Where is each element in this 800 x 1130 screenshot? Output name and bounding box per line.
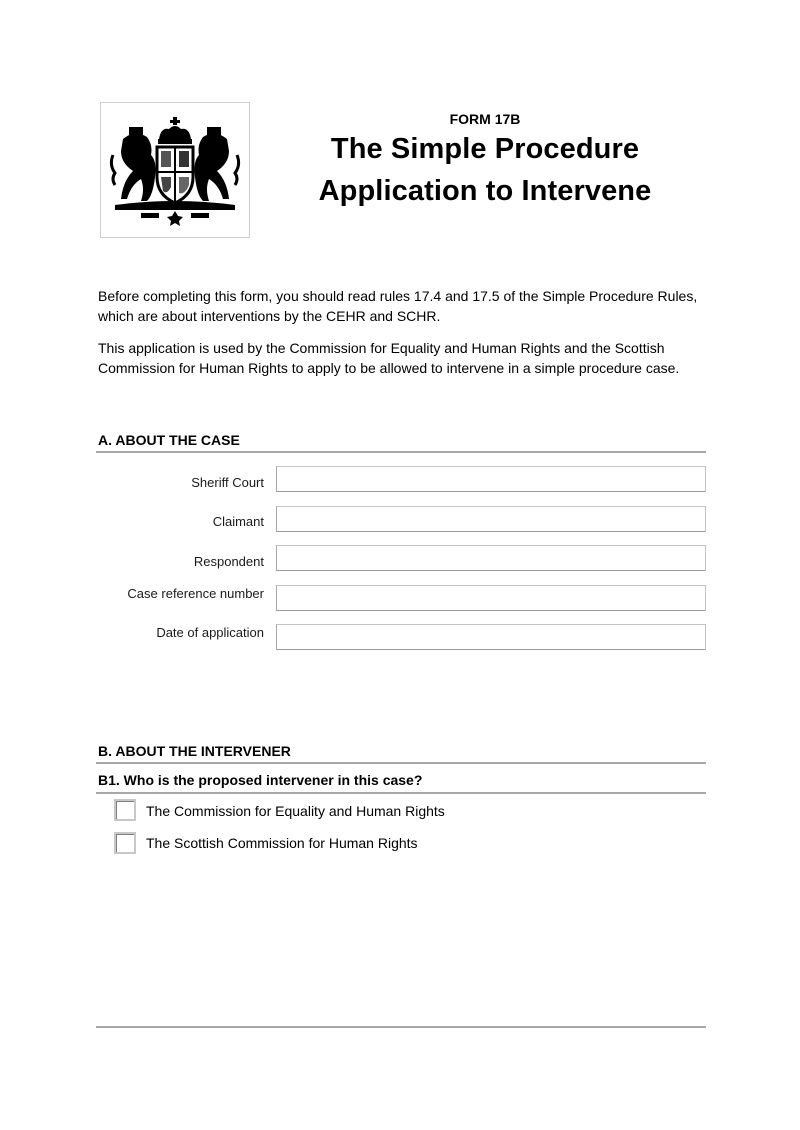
claimant-label: Claimant: [212, 514, 264, 529]
section-b-heading: B. ABOUT THE INTERVENER: [98, 743, 291, 759]
case-reference-number-label: Case reference number: [127, 586, 264, 601]
intro-paragraph-rules: Before completing this form, you should read rules 17.4 and 17.5 of the Simple Procedure Rules, which are about interventions by the CEHR and SCHR.: [98, 288, 698, 324]
section-a-divider: [96, 451, 706, 453]
claimant-input[interactable]: [276, 506, 706, 532]
sheriff-court-label: Sheriff Court: [191, 475, 264, 490]
question-b1-divider: [96, 792, 706, 794]
checkbox-cehr-inner: [116, 801, 134, 819]
footer-divider: [96, 1026, 706, 1028]
sheriff-court-input[interactable]: [276, 466, 706, 492]
checkbox-schr-label[interactable]: The Scottish Commission for Human Rights: [146, 835, 418, 851]
crest-logo-frame: [100, 102, 250, 238]
date-of-application-label: Date of application: [156, 625, 264, 640]
case-reference-number-input[interactable]: [276, 585, 706, 611]
intro-paragraph-purpose: This application is used by the Commission for Equality and Human Rights and the Scottish Commission for Human Rights to apply to be allowed to intervene in a simple procedure case.: [98, 340, 680, 376]
question-b1: B1. Who is the proposed intervener in this case?: [98, 772, 423, 788]
respondent-input[interactable]: [276, 545, 706, 571]
section-a-heading: A. ABOUT THE CASE: [98, 432, 240, 448]
date-of-application-input[interactable]: [276, 624, 706, 650]
respondent-label: Respondent: [193, 554, 264, 569]
checkbox-cehr-label[interactable]: The Commission for Equality and Human Rights: [146, 803, 445, 819]
form-number: FORM 17B: [449, 111, 521, 127]
section-b-divider: [96, 762, 706, 764]
checkbox-cehr[interactable]: [114, 799, 136, 821]
royal-coat-of-arms-icon: [107, 115, 243, 227]
checkbox-schr[interactable]: [114, 832, 136, 854]
checkbox-schr-inner: [116, 834, 134, 852]
form-title-line-1: The Simple Procedure: [330, 133, 640, 165]
form-title-line-2: Application to Intervene: [318, 175, 652, 207]
